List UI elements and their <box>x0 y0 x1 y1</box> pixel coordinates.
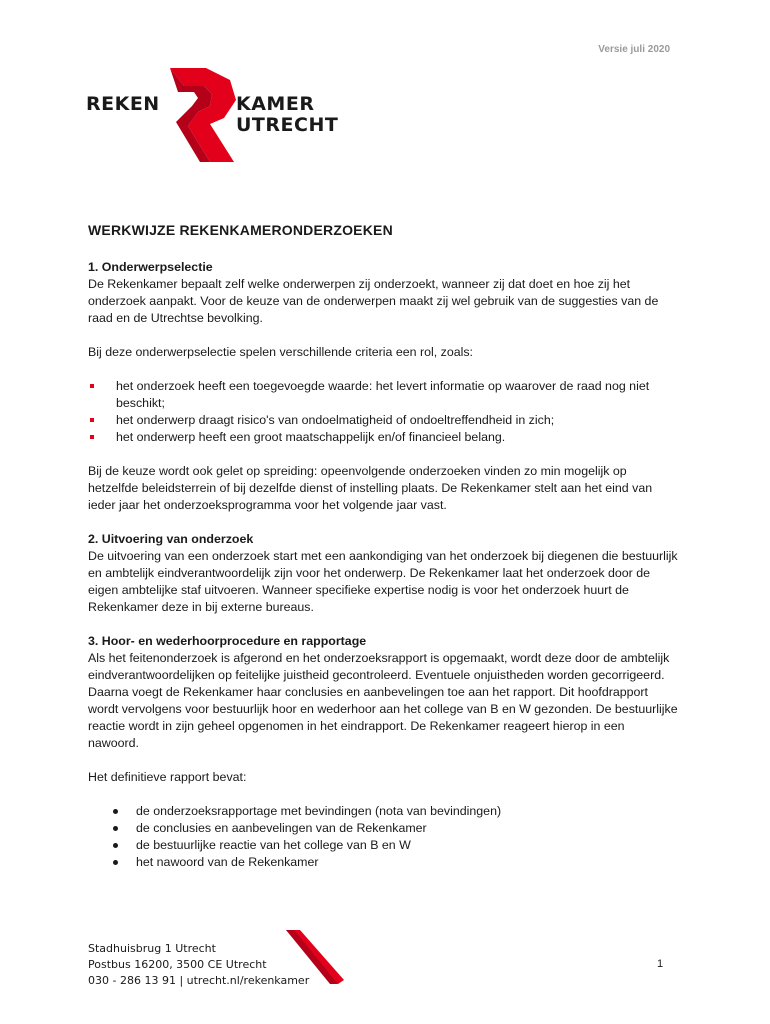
footer-address-line: Postbus 16200, 3500 CE Utrecht <box>88 958 267 971</box>
section3-paragraph1: Als het feitenonderzoek is afgerond en het onderzoeksrapport is opgemaakt, wordt deze door de ambtelijk eindverantwoordelijken op feitelijke juistheid gecontroleerd. Eventuele onjuistheden worden gecorrigeerd. Daarna voegt de Rekenkamer haar conclusies en aanbevelingen toe aan het rapport. Dit hoofdrapport wordt vervolgens voor bestuurlijk hoor en wederhoor aan het college van B en W gezonden. De bestuurlijke reactie wordt in zijn geheel opgenomen in het eindrapport. De Rekenkamer reageert hierop in een nawoord. <box>88 651 678 750</box>
footer-address-line: Stadhuisbrug 1 Utrecht <box>88 942 216 955</box>
section1-paragraph3: Bij de keuze wordt ook gelet op spreiding: opeenvolgende onderzoeken vinden zo min mogelijk op hetzelfde beleidsterrein of bij dezelfde dienst of instelling plaats. De Rekenkamer stelt aan het eind van ieder jaar het onderzoeksprogramma voor het volgende jaar vast. <box>88 464 653 512</box>
report-contents-list <box>88 803 678 871</box>
section3-paragraph2: Het definitieve rapport bevat: <box>88 770 247 784</box>
section2-paragraph: De uitvoering van een onderzoek start met een aankondiging van het onderzoek bij diegenen die bestuurlijk en ambtelijk eindverantwoordelijk zijn voor het onderwerp. De Rekenkamer laat het onderzoek door de eigen ambtelijke staf uitvoeren. Wanneer specifieke expertise nodig is voor het onderzoek huurt de Rekenkamer deze in bij externe bureaus. <box>88 549 678 614</box>
list-item: het nawoord van de Rekenkamer <box>88 854 678 871</box>
section1-heading: 1. Onderwerpselectie <box>88 260 213 274</box>
square-bullet-icon <box>90 435 94 439</box>
rekenkamer-logo <box>86 66 356 176</box>
list-item: het onderwerp heeft een groot maatschappelijk en/of financieel belang. <box>88 429 678 446</box>
dot-bullet-icon <box>113 843 118 848</box>
dot-bullet-icon <box>113 809 118 814</box>
dot-bullet-icon <box>113 860 118 865</box>
list-item: het onderwerp draagt risico's van ondoelmatigheid of ondoeltreffendheid in zich; <box>88 412 678 429</box>
document-body <box>88 222 678 871</box>
document-title: WERKWIJZE REKENKAMERONDERZOEKEN <box>88 222 393 238</box>
logo-word-kamer: KAMER <box>236 93 315 115</box>
criteria-list <box>88 378 678 446</box>
list-item: de onderzoeksrapportage met bevindingen (nota van bevindingen) <box>88 803 678 820</box>
square-bullet-icon <box>90 384 94 388</box>
list-item: de bestuurlijke reactie van het college van B en W <box>88 837 678 854</box>
list-item: het onderzoek heeft een toegevoegde waarde: het levert informatie op waarover de raad nog niet beschikt; <box>88 378 678 412</box>
square-bullet-icon <box>90 418 94 422</box>
version-label: Versie juli 2020 <box>598 44 670 55</box>
section1-paragraph2: Bij deze onderwerpselectie spelen verschillende criteria een rol, zoals: <box>88 345 473 359</box>
section1-paragraph1: De Rekenkamer bepaalt zelf welke onderwerpen zij onderzoekt, wanneer zij dat doet en hoe zij het onderzoek aanpakt. Voor de keuze van de onderwerpen maakt zij wel gebruik van de suggesties van de raad en de Utrechtse bevolking. <box>88 277 659 325</box>
section3-heading: 3. Hoor- en wederhoorprocedure en rapportage <box>88 634 367 648</box>
footer-contact-line: 030 - 286 13 91 | utrecht.nl/rekenkamer <box>88 974 310 987</box>
footer-r-stripe-icon <box>286 930 346 984</box>
logo-word-reken: REKEN <box>86 93 160 115</box>
section2-heading: 2. Uitvoering van onderzoek <box>88 532 254 546</box>
page-number: 1 <box>657 958 664 970</box>
logo-r-mark-icon <box>170 66 240 166</box>
list-item: de conclusies en aanbevelingen van de Rekenkamer <box>88 820 678 837</box>
footer-address <box>88 941 309 989</box>
logo-word-utrecht: UTRECHT <box>236 114 339 136</box>
dot-bullet-icon <box>113 826 118 831</box>
